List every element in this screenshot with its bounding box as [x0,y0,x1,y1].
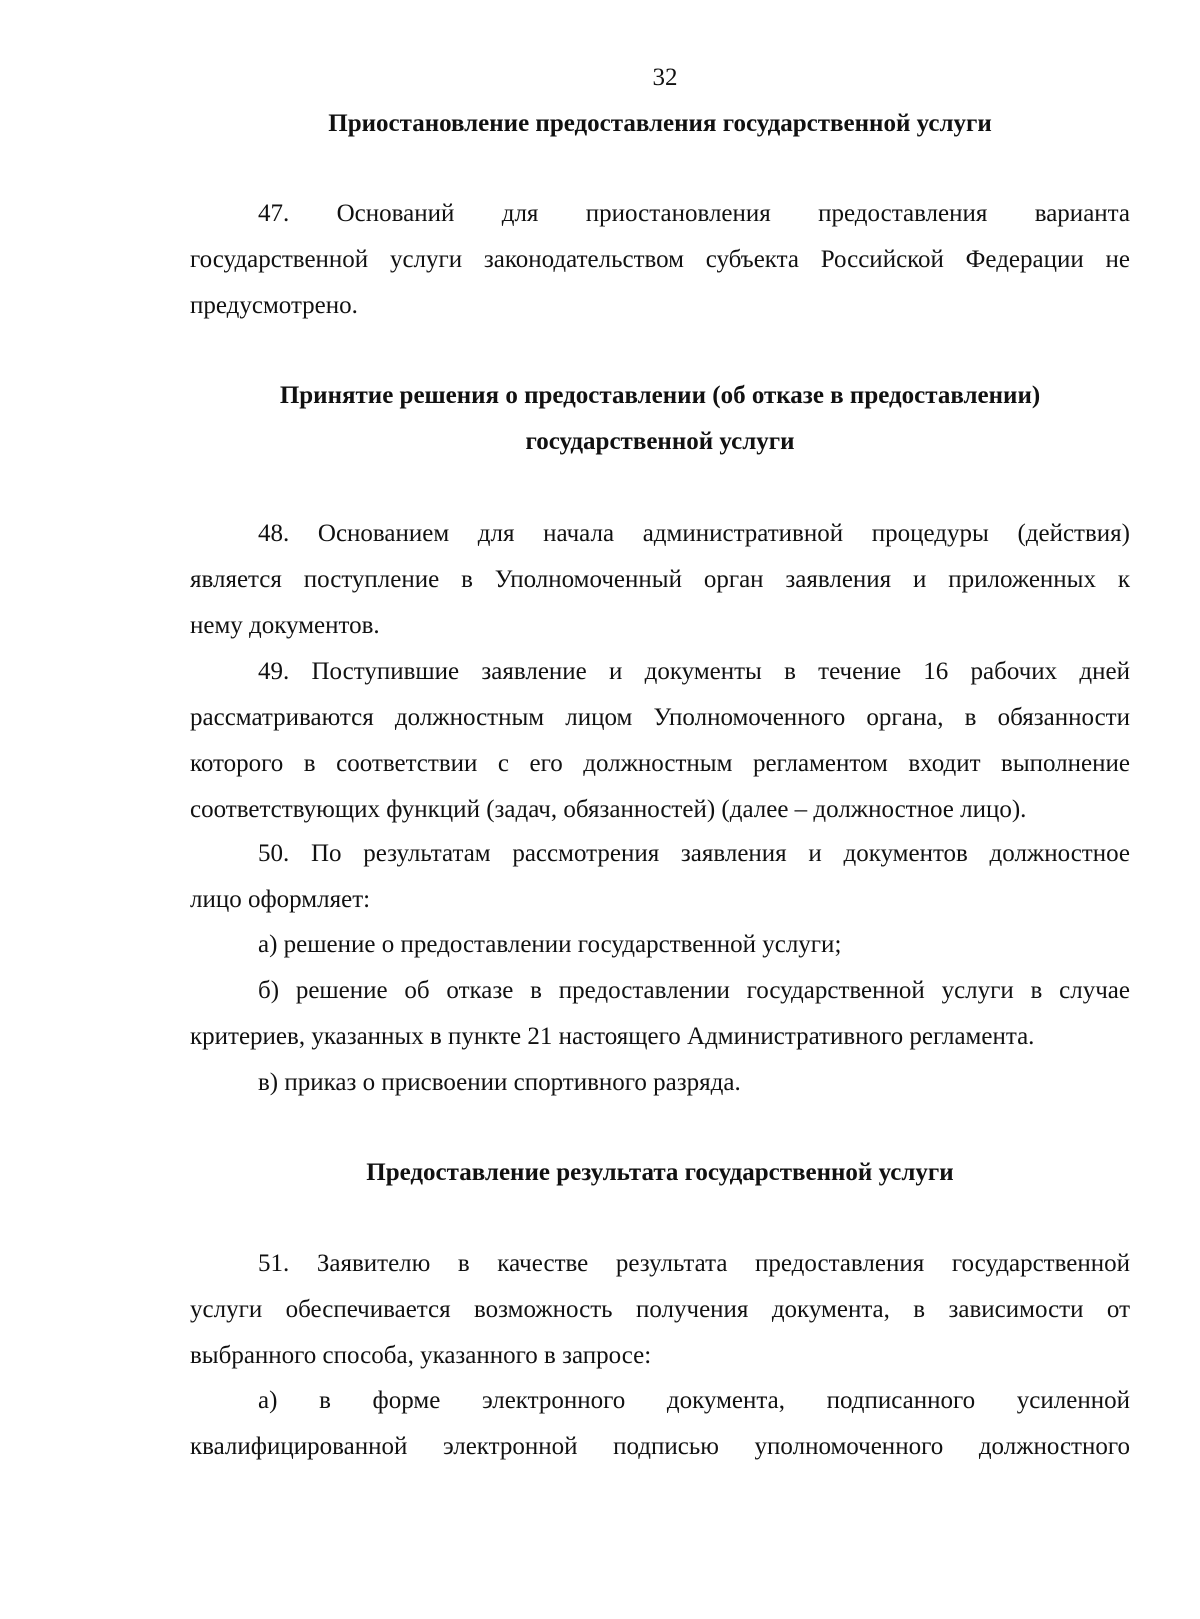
paragraph-line: является поступление в Уполномоченный орган заявления и приложенных к [190,566,1130,593]
paragraph-line: критериев, указанных в пункте 21 настоящего Административного регламента. [190,1023,1035,1050]
paragraph-line: которого в соответствии с его должностным регламентом входит выполнение [190,750,1130,777]
paragraph-line: рассматриваются должностным лицом Уполномоченного органа, в обязанности [190,704,1130,731]
section-heading-suspension: Приостановление предоставления государственной услуги [328,110,992,137]
paragraph-line: государственной услуги законодательством субъекта Российской Федерации не [190,246,1130,273]
page-number: 32 [652,64,678,91]
paragraph-51 [190,1241,1130,1379]
paragraph-line: 51. Заявителю в качестве результата предоставления государственной [258,1250,1130,1277]
paragraph-line: услуги обеспечивается возможность получения документа, в зависимости от [190,1296,1130,1323]
paragraph-50-b [190,968,1130,1060]
paragraph-line: выбранного способа, указанного в запросе: [190,1342,652,1369]
heading-line: государственной услуги [525,428,795,455]
paragraph-line: б) решение об отказе в предоставлении государственной услуги в случае [258,977,1130,1004]
paragraph-line: 48. Основанием для начала административной процедуры (действия) [258,520,1130,547]
heading-line: Принятие решения о предоставлении (об отказе в предоставлении) [279,382,1041,409]
paragraph-49 [190,649,1130,833]
paragraph-line: 50. По результатам рассмотрения заявления и документов должностное [258,840,1130,867]
section-heading-decision [190,373,1130,465]
paragraph-line: лицо оформляет: [190,886,371,913]
section-heading-result: Предоставление результата государственной услуги [366,1159,954,1186]
paragraph-51-a [190,1378,1130,1470]
paragraph-line: квалифицированной электронной подписью уполномоченного должностного [190,1433,1130,1460]
paragraph-line: соответствующих функций (задач, обязанностей) (далее – должностное лицо). [190,796,1027,823]
paragraph-line: нему документов. [190,612,380,639]
paragraph-line: предусмотрено. [190,292,358,319]
paragraph-line: 49. Поступившие заявление и документы в течение 16 рабочих дней [258,658,1130,685]
paragraph-47 [190,191,1130,329]
paragraph-line: а) в форме электронного документа, подписанного усиленной [258,1387,1130,1414]
paragraph-50-v: в) приказ о присвоении спортивного разряда. [258,1069,741,1096]
paragraph-line: 47. Оснований для приостановления предоставления варианта [258,200,1130,227]
paragraph-50-a: а) решение о предоставлении государственной услуги; [258,931,842,958]
paragraph-50 [190,831,1130,923]
paragraph-48 [190,511,1130,649]
